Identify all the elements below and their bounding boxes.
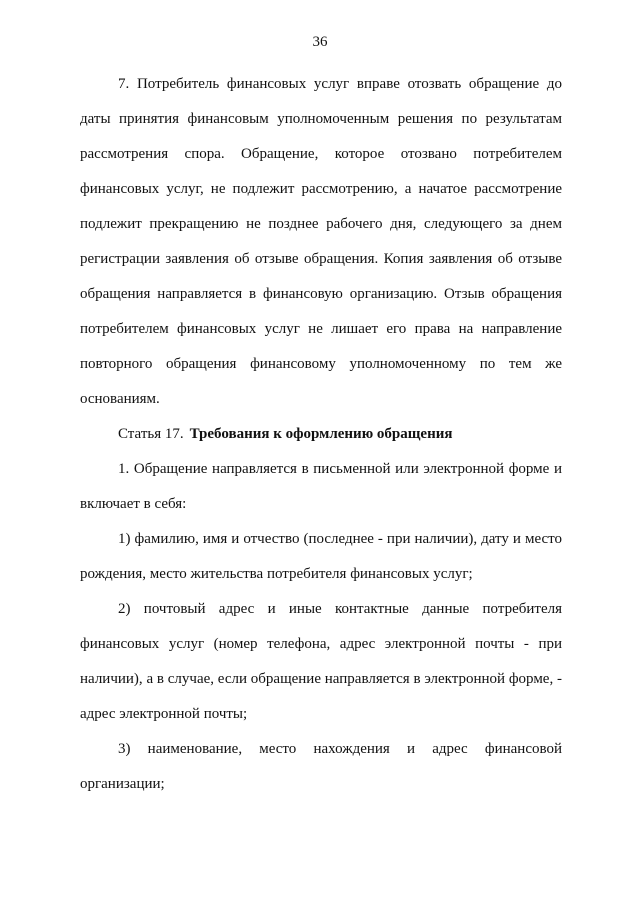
- clause-1: 1. Обращение направляется в письменной или электронной форме и включает в себя:: [80, 461, 562, 512]
- article-label: Статья 17.: [118, 426, 184, 442]
- paragraph-7: 7. Потребитель финансовых услуг вправе отозвать обращение до даты принятия финансовым уполномоченным решения по результатам рассмотрения спора. Обращение, которое отозвано потребителем финансовых услуг, не подлежит рассмотрению, а начатое рассмотрение подлежит прекращению не позднее рабочего дня, следующего за днем регистрации заявления об отзыве обращения. Копия заявления об отзыве обращения направляется в финансовую организацию. Отзыв обращения потребителем финансовых услуг не лишает его права на направление повторного обращения финансовому уполномоченному по тем же основаниям.: [80, 76, 562, 407]
- page-number: 36: [312, 34, 328, 50]
- document-body: [80, 67, 562, 802]
- article-heading: [80, 417, 562, 452]
- article-title: Требования к оформлению обращения: [189, 426, 453, 442]
- subclause-1: 1) фамилию, имя и отчество (последнее - при наличии), дату и место рождения, место жительства потребителя финансовых услуг;: [80, 531, 562, 582]
- subclause-3: 3) наименование, место нахождения и адрес финансовой организации;: [80, 741, 562, 792]
- subclause-2: 2) почтовый адрес и иные контактные данные потребителя финансовых услуг (номер телефона, адрес электронной почты - при наличии), а в случае, если обращение направляется в электронной форме, - адрес электронной почты;: [80, 601, 562, 722]
